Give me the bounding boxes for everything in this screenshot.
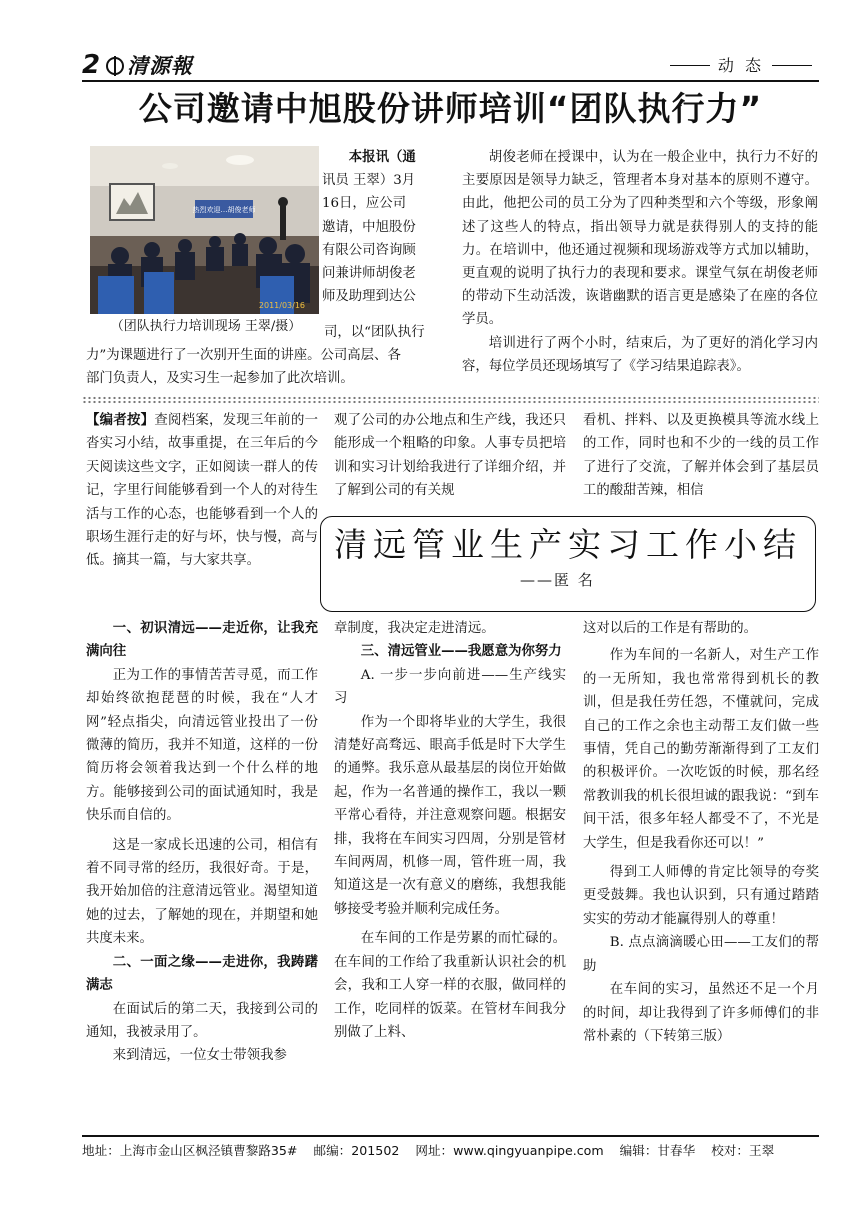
article2-paragraph: 章制度，我决定走进清远。 bbox=[334, 621, 495, 636]
lead-line: 邀请，中旭股份 bbox=[322, 219, 416, 235]
lead-tail-line: 部门负责人，及实习生一起参加了此次培训。 bbox=[86, 371, 354, 387]
training-photo bbox=[90, 146, 319, 314]
article2-paragraph: 来到清远，一位女士带领我参 bbox=[112, 1048, 287, 1064]
footer-postcode: 邮编：201502 bbox=[313, 1143, 400, 1158]
article1-lead-column bbox=[322, 146, 449, 308]
article1-title: 公司邀请中旭股份讲师培训“团队执行力” bbox=[138, 89, 763, 128]
logo-mark-icon bbox=[106, 57, 124, 75]
article2-paragraph: 得到工人师傅的肯定比领导的夸奖更受鼓舞。我也认识到，只有通过踏踏实实的劳动才能赢得别人的尊重！ bbox=[583, 865, 819, 927]
section-divider bbox=[772, 65, 812, 66]
article2-col1 bbox=[86, 617, 318, 1068]
lead-line: 有限公司咨询顾 bbox=[322, 242, 416, 258]
lead-line: 师及助理到达公 bbox=[322, 289, 416, 305]
article2-paragraph: 作为一个即将毕业的大学生，我很清楚好高骛远、眼高手低是时下大学生的通弊。我乐意从最基层的岗位开始做起，作为一名普通的操作工，我以一颗平常心看待，并注意观察问题。根据安排，我将在车间实习四周，分别是管材车间两周，机修一周，管件班一周，我知道这是一次有意义的磨练，我想我能够接受考验并顺利完成任务。 bbox=[334, 714, 566, 917]
article2-paragraph: 在面试后的第二天，我接到公司的通知，我被录用了。 bbox=[86, 1001, 318, 1040]
footer-proofreader: 校对：王翠 bbox=[711, 1143, 775, 1158]
page-number: 2 bbox=[82, 50, 101, 80]
section-label bbox=[662, 55, 820, 77]
footer-website: 网址：www.qingyuanpipe.com bbox=[415, 1143, 604, 1158]
photo-caption: （团队执行力培训现场 王翠/摄） bbox=[110, 319, 302, 334]
article2-col3-top: 看机、拌料、以及更换模具等流水线上的工作，同时也和不少的一线的员工作了进行了交流，了解并体会到了基层员工的酸甜苦辣，相信 bbox=[583, 413, 819, 499]
lead-line: 问兼讲师胡俊老 bbox=[322, 266, 416, 282]
newspaper-name: 清源報 bbox=[127, 53, 193, 78]
lead-line-1: 本报讯（通 bbox=[348, 150, 416, 165]
section-name: 动 态 bbox=[717, 56, 764, 75]
editor-note-text: 查阅档案，发现三年前的一沓实习小结，故事重提，在三年后的今天阅读这些文字，正如阅读一群人的传记，字里行间能够看到一个人的对待生活与工作的心态，也能够看到一个人的职场生涯行走的好与坏，快与慢，高与低。摘其一篇，与大家共享。 bbox=[86, 413, 319, 569]
section-heading-3: 三、清远管业——我愿意为你努力 bbox=[360, 644, 562, 660]
article2-paragraph: 在车间的实习，虽然还不足一个月的时间，却让我得到了许多师傅们的非常朴素的（下转第三版） bbox=[583, 982, 819, 1044]
article2-paragraph: 这对以后的工作是有帮助的。 bbox=[583, 621, 758, 636]
lead-line bbox=[322, 146, 449, 169]
header-rule bbox=[82, 80, 819, 82]
section-divider bbox=[670, 65, 710, 66]
newspaper-logo bbox=[106, 53, 193, 79]
article2-col3 bbox=[583, 617, 819, 1048]
article2-byline: ——匿 名 bbox=[520, 571, 595, 589]
section-heading-1: 一、初识清远——走近你，让我充满向往 bbox=[86, 621, 318, 660]
article2-col2 bbox=[334, 617, 566, 1044]
dotted-divider bbox=[82, 396, 819, 404]
lead-line: 16日，应公司 bbox=[322, 196, 406, 212]
lead-tail-line: 力”为课题进行了一次别开生面的讲座。公司高层、各 bbox=[86, 348, 401, 364]
article2-paragraph: 作为车间的一名新人，对生产工作的一无所知，我也常常得到机长的教训，但是我任劳任怨，不懂就问，完成自己的工作之余也主动帮工友们做一些事情，凭自己的勤劳渐渐得到了工友们的积极评价。一次吃饭的时候，那名经常教训我的机长很坦诚的跟我说：“到车间干活，很多年轻人都受不了，不光是大学生，但是我看你还可以！” bbox=[583, 648, 819, 851]
photo-banner: 热烈欢迎…胡俊老师 bbox=[192, 206, 256, 214]
photo-timestamp: 2011/03/16 bbox=[258, 301, 305, 310]
article2-col2-top: 观了公司的办公地点和生产线，我还只能形成一个粗略的印象。人事专员把培训和实习计划给我进行了详细介绍，并了解到公司的有关规 bbox=[334, 413, 566, 499]
article2-paragraph: 正为工作的事情苦苦寻觅，而工作却始终欲抱琵琶的时候，我在“人才网”轻点指尖，向清远管业投出了一份微薄的简历，我并不知道，这样的一份简历将会领着我达到一个什么样的地方。能够接到公司的面试通知时，我是快乐而自信的。 bbox=[86, 667, 318, 824]
article1-right-column bbox=[462, 146, 818, 378]
footer-address: 地址：上海市金山区枫泾镇曹黎路35# bbox=[82, 1143, 298, 1158]
footer-editor: 编辑：甘春华 bbox=[619, 1143, 696, 1158]
subheading-a: A. 一步一步向前进——生产线实习 bbox=[334, 667, 566, 707]
lead-line: 讯员 王翠）3月 bbox=[322, 173, 416, 189]
subheading-b: B. 点点滴滴暖心田——工友们的帮助 bbox=[583, 935, 819, 974]
article1-paragraph: 培训进行了两个小时，结束后，为了更好的消化学习内容，每位学员还现场填写了《学习结果追踪表》。 bbox=[462, 335, 818, 374]
footer-rule bbox=[82, 1135, 819, 1137]
article1-lead-continuation bbox=[86, 321, 451, 391]
article2-title: 清远管业生产实习工作小结 bbox=[334, 525, 802, 564]
editor-note-label: 【编者按】 bbox=[86, 413, 155, 428]
article2-paragraph: 这是一家成长迅速的公司，相信有着不同寻常的经历，我很好奇。于是，我开始加倍的注意清远管业。渴望知道她的过去，了解她的现在，并期望和她共度未来。 bbox=[86, 837, 318, 947]
lead-tail-line: 司，以“团队执行 bbox=[324, 325, 425, 340]
editor-note bbox=[86, 409, 318, 573]
footer bbox=[82, 1142, 819, 1160]
article1-paragraph: 胡俊老师在授课中，认为在一般企业中，执行力不好的主要原因是领导力缺乏，管理者本身对基本的原则不遵守。由此，他把公司的员工分为了四种类型和六个等级，形象阐述了这些人的特点，指出领导力就是获得别人的支持的能力。在培训中，他还通过视频和现场游戏等方式加以辅助，更直观的说明了执行力的表现和要求。课堂气氛在胡俊老师的带动下生动活泼，诙谐幽默的语言更是感染了在座的各位学员。 bbox=[462, 150, 818, 328]
section-heading-2: 二、一面之缘——走进你，我踌躇满志 bbox=[86, 954, 318, 994]
article2-paragraph: 在车间的工作是劳累的而忙碌的。在车间的工作给了我重新认识社会的机会，我和工人穿一样的衣服，做同样的工作，吃同样的饭菜。在管材车间我分别做了上料、 bbox=[334, 931, 566, 1040]
training-photo-illustration bbox=[90, 146, 319, 314]
